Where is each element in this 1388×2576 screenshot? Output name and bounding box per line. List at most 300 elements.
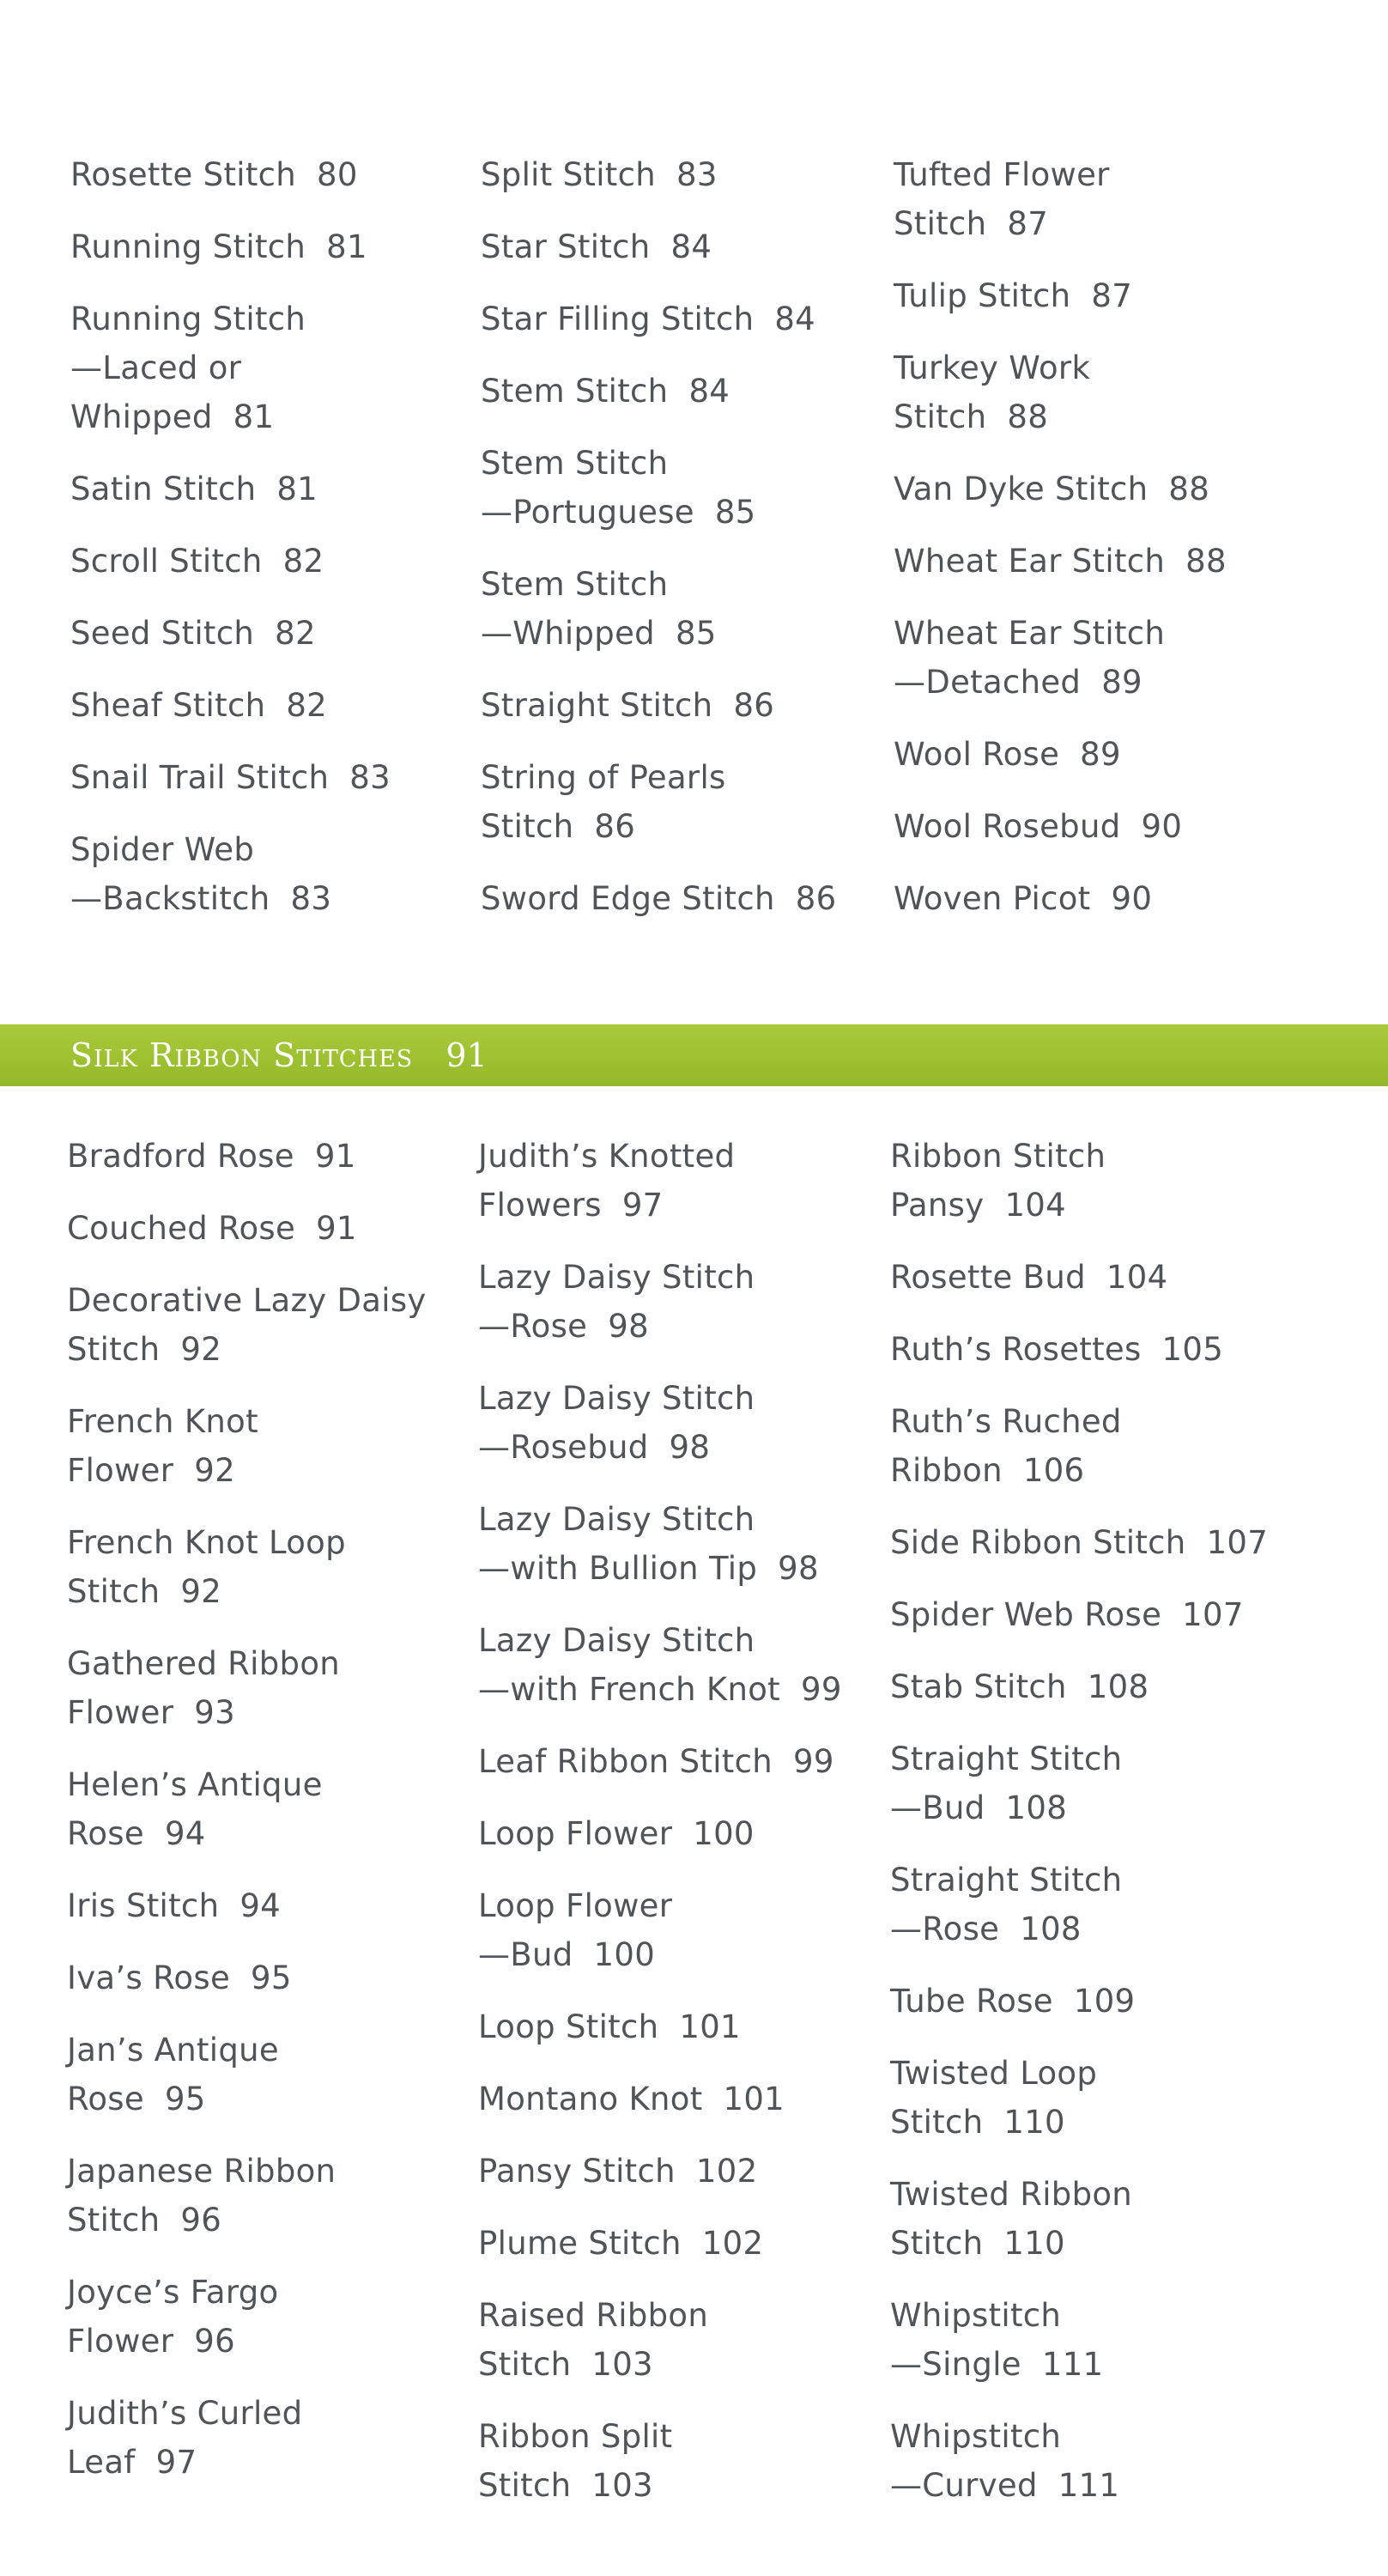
entry-text: Judith’s Knotted: [478, 1138, 736, 1175]
entry-line: [67, 1132, 445, 1181]
entry-line: [67, 2268, 445, 2317]
entry-page-number: 92: [180, 1331, 222, 1368]
entry-line: [478, 2075, 856, 2123]
entry-text: Ribbon: [890, 1452, 1003, 1489]
entry-text: —Rosebud: [478, 1429, 649, 1466]
entry-line: [478, 1132, 856, 1181]
index-entry: [890, 2049, 1319, 2147]
entry-text: Tulip Stitch: [894, 277, 1071, 314]
entry-line: [890, 1662, 1319, 1711]
entry-text: Flower: [67, 1694, 174, 1731]
entry-text: Stitch: [478, 2467, 572, 2504]
entry-text: Lazy Daisy Stitch: [478, 1259, 755, 1296]
entry-line: [67, 2438, 445, 2487]
entry-page-number: 98: [608, 1308, 649, 1345]
entry-page-number: 84: [670, 228, 712, 265]
entry-text: Stitch: [890, 2225, 984, 2262]
entry-page-number: 98: [778, 1550, 819, 1587]
entry-text: —Backstitch: [70, 880, 270, 917]
entry-line: [67, 1760, 445, 1809]
entry-page-number: 82: [275, 615, 316, 652]
index-entry: [890, 1590, 1319, 1639]
entry-page-number: 106: [1022, 1452, 1085, 1489]
top-column-3: [894, 150, 1271, 946]
entry-text: String of Pearls: [481, 759, 726, 796]
entry-text: Stab Stitch: [890, 1668, 1067, 1705]
entry-line: [478, 1181, 856, 1230]
entry-page-number: 104: [1004, 1187, 1066, 1224]
entry-page-number: 87: [1091, 277, 1133, 314]
index-entry: [67, 1881, 445, 1930]
entry-line: [481, 295, 858, 343]
entry-page-number: 101: [679, 2008, 741, 2045]
entry-page-number: 92: [194, 1452, 235, 1489]
entry-text: Helen’s Antique: [67, 1766, 323, 1803]
entry-page-number: 92: [180, 1573, 222, 1610]
entry-line: [890, 1446, 1319, 1495]
entry-line: [894, 730, 1271, 779]
entry-text: Leaf Ribbon Stitch: [478, 1743, 773, 1780]
index-entry: [481, 150, 858, 199]
index-entry: [70, 465, 439, 513]
entry-text: Montano Knot: [478, 2081, 703, 2117]
entry-line: [894, 271, 1271, 320]
index-entry: [67, 2026, 445, 2123]
entry-text: Wheat Ear Stitch: [894, 543, 1166, 580]
bottom-column-3: [890, 1132, 1319, 2533]
top-column-2: [481, 150, 858, 946]
entry-page-number: 94: [239, 1887, 282, 1924]
index-entry: [890, 1518, 1319, 1567]
index-entry: [70, 222, 439, 271]
index-entry: [481, 874, 858, 923]
index-entry: [478, 2075, 856, 2123]
entry-line: [894, 874, 1271, 923]
index-entry: [894, 730, 1271, 779]
entry-text: Running Stitch: [70, 228, 306, 265]
entry-text: Straight Stitch: [481, 687, 713, 724]
index-entry: [481, 295, 858, 343]
entry-text: —Laced or: [70, 349, 242, 386]
entry-text: Star Stitch: [481, 228, 651, 265]
entry-text: Leaf: [67, 2444, 136, 2481]
entry-text: Straight Stitch: [890, 1862, 1123, 1899]
entry-text: Wheat Ear Stitch: [894, 615, 1166, 652]
entry-text: —Bud: [478, 1936, 573, 1973]
entry-text: Pansy: [890, 1187, 985, 1224]
entry-page-number: 105: [1161, 1331, 1224, 1368]
entry-line: [478, 1495, 856, 1544]
entry-page-number: 99: [800, 1671, 842, 1708]
entry-line: [890, 1518, 1319, 1567]
entry-line: [481, 439, 858, 488]
index-entry: [481, 560, 858, 658]
entry-line: [67, 1446, 445, 1495]
index-entry: [70, 295, 439, 441]
entry-text: Tube Rose: [890, 1983, 1053, 2020]
entry-text: Ruth’s Ruched: [890, 1403, 1122, 1440]
entry-page-number: 82: [286, 687, 328, 724]
index-entry: [70, 609, 439, 658]
entry-page-number: 88: [1168, 471, 1210, 507]
entry-text: Loop Flower: [478, 1815, 673, 1852]
entry-line: [890, 2461, 1319, 2510]
index-entry: [481, 753, 858, 851]
section-page-number: 91: [445, 1036, 488, 1074]
entry-page-number: 96: [180, 2202, 222, 2239]
entry-text: Stitch: [67, 1331, 161, 1368]
entry-page-number: 97: [621, 1187, 664, 1224]
entry-line: [70, 537, 439, 586]
index-entry: [478, 1881, 856, 1979]
entry-page-number: 103: [591, 2467, 653, 2504]
entry-text: Lazy Daisy Stitch: [478, 1622, 755, 1659]
entry-page-number: 110: [1003, 2225, 1065, 2262]
entry-line: [70, 150, 439, 199]
entry-line: [478, 2340, 856, 2389]
entry-line: [481, 150, 858, 199]
entry-text: Raised Ribbon: [478, 2297, 709, 2334]
entry-page-number: 87: [1007, 205, 1049, 242]
entry-text: French Knot Loop: [67, 1524, 346, 1561]
entry-text: Couched Rose: [67, 1210, 296, 1247]
entry-page-number: 85: [714, 494, 756, 531]
entry-line: [70, 825, 439, 874]
index-entry: [70, 681, 439, 730]
entry-text: Seed Stitch: [70, 615, 255, 652]
entry-page-number: 95: [164, 2081, 206, 2117]
entry-text: Stitch: [894, 205, 987, 242]
entry-text: Wool Rosebud: [894, 808, 1121, 845]
index-entry: [67, 1132, 445, 1181]
entry-text: —Rose: [890, 1911, 1000, 1947]
entry-text: Split Stitch: [481, 156, 656, 193]
entry-page-number: 110: [1003, 2104, 1065, 2141]
entry-text: Stitch: [481, 808, 574, 845]
entry-page-number: 100: [693, 1815, 755, 1852]
entry-text: Wool Rose: [894, 736, 1060, 773]
entry-page-number: 111: [1041, 2346, 1104, 2383]
entry-page-number: 83: [290, 880, 332, 917]
entry-text: Jan’s Antique: [67, 2032, 279, 2069]
entry-text: Flower: [67, 2323, 174, 2360]
index-entry: [67, 1276, 445, 1374]
index-entry: [478, 2291, 856, 2389]
index-entry: [478, 1616, 856, 1714]
entry-page-number: 107: [1182, 1596, 1244, 1633]
index-entry: [70, 753, 439, 802]
entry-line: [67, 2147, 445, 2196]
entry-text: Running Stitch: [70, 301, 306, 337]
entry-text: Plume Stitch: [478, 2225, 682, 2262]
entry-line: [890, 1783, 1319, 1832]
index-entry: [481, 367, 858, 416]
entry-line: [70, 753, 439, 802]
entry-text: Stem Stitch: [481, 373, 669, 410]
entry-line: [67, 1276, 445, 1325]
index-entry: [894, 271, 1271, 320]
entry-page-number: 94: [164, 1815, 206, 1852]
entry-text: Rose: [67, 1815, 144, 1852]
entry-line: [70, 609, 439, 658]
entry-line: [890, 2049, 1319, 2098]
entry-page-number: 102: [695, 2153, 758, 2190]
entry-line: [67, 1397, 445, 1446]
entry-page-number: 81: [276, 471, 318, 507]
entry-text: —Portuguese: [481, 494, 694, 531]
entry-line: [67, 1567, 445, 1616]
entry-line: [67, 2317, 445, 2366]
entry-page-number: 101: [723, 2081, 785, 2117]
entry-page-number: 95: [251, 1959, 292, 1996]
section-banner: [0, 1024, 1388, 1086]
entry-page-number: 111: [1058, 2467, 1120, 2504]
index-entry: [890, 1325, 1319, 1374]
entry-text: Stitch: [890, 2104, 984, 2141]
entry-line: [67, 1881, 445, 1930]
entry-page-number: 85: [675, 615, 717, 652]
entry-line: [67, 1953, 445, 2002]
entry-line: [894, 802, 1271, 851]
entry-line: [67, 2026, 445, 2075]
index-entry: [894, 150, 1271, 248]
entry-text: Whipstitch: [890, 2418, 1062, 2455]
entry-line: [70, 295, 439, 343]
entry-page-number: 108: [1087, 1668, 1149, 1705]
entry-line: [894, 537, 1271, 586]
entry-page-number: 99: [792, 1743, 834, 1780]
bottom-column-1: [67, 1132, 445, 2510]
entry-line: [481, 753, 858, 802]
entry-text: Japanese Ribbon: [67, 2153, 336, 2190]
entry-text: Tufted Flower: [894, 156, 1110, 193]
index-entry: [890, 1397, 1319, 1495]
entry-line: [890, 2412, 1319, 2461]
entry-page-number: 108: [1005, 1789, 1068, 1826]
entry-page-number: 104: [1106, 1259, 1168, 1296]
entry-page-number: 98: [669, 1429, 711, 1466]
entry-page-number: 90: [1111, 880, 1153, 917]
index-entry: [70, 537, 439, 586]
entry-text: —Detached: [894, 664, 1082, 701]
index-entry: [890, 1253, 1319, 1302]
entry-line: [894, 150, 1271, 199]
entry-text: Van Dyke Stitch: [894, 471, 1149, 507]
entry-line: [890, 1181, 1319, 1230]
entry-line: [478, 1881, 856, 1930]
entry-line: [890, 1905, 1319, 1953]
entry-line: [67, 2075, 445, 2123]
entry-line: [890, 2219, 1319, 2268]
entry-line: [67, 1325, 445, 1374]
entry-page-number: 89: [1101, 664, 1143, 701]
entry-text: Ruth’s Rosettes: [890, 1331, 1142, 1368]
entry-line: [478, 1930, 856, 1979]
index-entry: [67, 1639, 445, 1737]
entry-line: [70, 465, 439, 513]
entry-text: Gathered Ribbon: [67, 1645, 341, 1682]
entry-line: [478, 1423, 856, 1472]
entry-line: [478, 2461, 856, 2510]
entry-line: [478, 1253, 856, 1302]
entry-line: [481, 802, 858, 851]
entry-text: Spider Web: [70, 831, 255, 868]
index-entry: [890, 1662, 1319, 1711]
entry-text: Woven Picot: [894, 880, 1091, 917]
index-entry: [478, 2412, 856, 2510]
entry-line: [70, 343, 439, 392]
entry-text: Ribbon Split: [478, 2418, 673, 2455]
index-entry: [890, 1856, 1319, 1953]
entry-page-number: 93: [194, 1694, 235, 1731]
entry-page-number: 97: [155, 2444, 197, 2481]
entry-page-number: 91: [316, 1210, 357, 1247]
top-column-1: [70, 150, 439, 946]
entry-page-number: 88: [1185, 543, 1227, 580]
section-title: Silk Ribbon Stitches: [70, 1036, 414, 1074]
entry-line: [894, 199, 1271, 248]
entry-line: [481, 488, 858, 537]
entry-text: Rosette Stitch: [70, 156, 297, 193]
entry-text: Star Filling Stitch: [481, 301, 755, 337]
entry-text: Stitch: [478, 2346, 572, 2383]
entry-text: —Bud: [890, 1789, 985, 1826]
entry-line: [478, 1809, 856, 1858]
entry-text: Flower: [67, 1452, 174, 1489]
entry-page-number: 86: [594, 808, 636, 845]
entry-text: Bradford Rose: [67, 1138, 294, 1175]
index-entry: [67, 1953, 445, 2002]
entry-line: [478, 1665, 856, 1714]
entry-line: [67, 2389, 445, 2438]
entry-line: [70, 681, 439, 730]
entry-line: [890, 2098, 1319, 2147]
entry-line: [478, 2219, 856, 2268]
entry-page-number: 86: [733, 687, 775, 724]
entry-line: [478, 1616, 856, 1665]
index-entry: [478, 2147, 856, 2196]
entry-line: [67, 1639, 445, 1688]
entry-text: Stem Stitch: [481, 566, 669, 603]
entry-text: Lazy Daisy Stitch: [478, 1501, 755, 1538]
index-entry: [894, 609, 1271, 707]
entry-line: [481, 609, 858, 658]
entry-line: [894, 343, 1271, 392]
entry-text: Stem Stitch: [481, 445, 669, 482]
entry-line: [67, 1688, 445, 1737]
index-entry: [478, 1495, 856, 1593]
entry-page-number: 102: [701, 2225, 764, 2262]
entry-page-number: 80: [317, 156, 358, 193]
entry-line: [890, 1590, 1319, 1639]
entry-line: [890, 1735, 1319, 1783]
entry-line: [481, 560, 858, 609]
entry-line: [894, 658, 1271, 707]
entry-text: Pansy Stitch: [478, 2153, 676, 2190]
entry-text: Rosette Bud: [890, 1259, 1086, 1296]
index-entry: [894, 343, 1271, 441]
entry-line: [67, 1204, 445, 1253]
entry-page-number: 108: [1020, 1911, 1082, 1947]
entry-line: [70, 392, 439, 441]
index-entry: [478, 1737, 856, 1786]
entry-text: Scroll Stitch: [70, 543, 263, 580]
entry-text: —Whipped: [481, 615, 655, 652]
index-entry: [890, 2412, 1319, 2510]
entry-text: Snail Trail Stitch: [70, 759, 330, 796]
entry-text: Lazy Daisy Stitch: [478, 1380, 755, 1417]
entry-line: [890, 2170, 1319, 2219]
entry-text: Twisted Ribbon: [890, 2176, 1133, 2213]
entry-text: Stitch: [67, 2202, 161, 2239]
index-entry: [478, 2219, 856, 2268]
entry-page-number: 100: [593, 1936, 656, 1973]
entry-page-number: 88: [1007, 398, 1049, 435]
entry-text: Ribbon Stitch: [890, 1138, 1106, 1175]
entry-line: [478, 2147, 856, 2196]
entry-page-number: 81: [326, 228, 367, 265]
index-entry: [70, 825, 439, 923]
entry-page-number: 81: [233, 398, 275, 435]
entry-line: [894, 465, 1271, 513]
entry-text: Stitch: [894, 398, 987, 435]
entry-line: [478, 1737, 856, 1786]
entry-text: Rose: [67, 2081, 144, 2117]
entry-page-number: 103: [591, 2346, 653, 2383]
entry-text: Sheaf Stitch: [70, 687, 266, 724]
entry-page-number: 82: [282, 543, 324, 580]
entry-line: [890, 1856, 1319, 1905]
index-entry: [67, 1760, 445, 1858]
entry-page-number: 109: [1073, 1983, 1136, 2020]
entry-text: French Knot: [67, 1403, 258, 1440]
entry-text: —with French Knot: [478, 1671, 780, 1708]
index-entry: [67, 1518, 445, 1616]
index-entry: [481, 222, 858, 271]
entry-line: [890, 2291, 1319, 2340]
entry-text: Joyce’s Fargo: [67, 2274, 279, 2311]
entry-line: [478, 1374, 856, 1423]
entry-line: [481, 222, 858, 271]
index-entry: [890, 1977, 1319, 2026]
entry-text: —Curved: [890, 2467, 1038, 2504]
entry-page-number: 84: [774, 301, 816, 337]
entry-text: Loop Flower: [478, 1887, 673, 1924]
entry-text: —Rose: [478, 1308, 588, 1345]
entry-page-number: 107: [1206, 1524, 1269, 1561]
entry-line: [67, 2196, 445, 2245]
index-entry: [70, 150, 439, 199]
entry-text: Iris Stitch: [67, 1887, 220, 1924]
entry-line: [894, 609, 1271, 658]
index-entry: [894, 537, 1271, 586]
index-entry: [890, 1132, 1319, 1230]
entry-line: [478, 2002, 856, 2051]
entry-text: Stitch: [67, 1573, 161, 1610]
index-entry: [478, 1253, 856, 1351]
entry-line: [894, 392, 1271, 441]
entry-line: [478, 1544, 856, 1593]
entry-text: Twisted Loop: [890, 2055, 1098, 2092]
index-entry: [481, 439, 858, 537]
entry-page-number: 83: [676, 156, 718, 193]
entry-page-number: 96: [194, 2323, 235, 2360]
bottom-column-2: [478, 1132, 856, 2533]
index-entry: [478, 2002, 856, 2051]
entry-text: Side Ribbon Stitch: [890, 1524, 1186, 1561]
entry-text: Turkey Work: [894, 349, 1091, 386]
entry-page-number: 89: [1080, 736, 1121, 773]
